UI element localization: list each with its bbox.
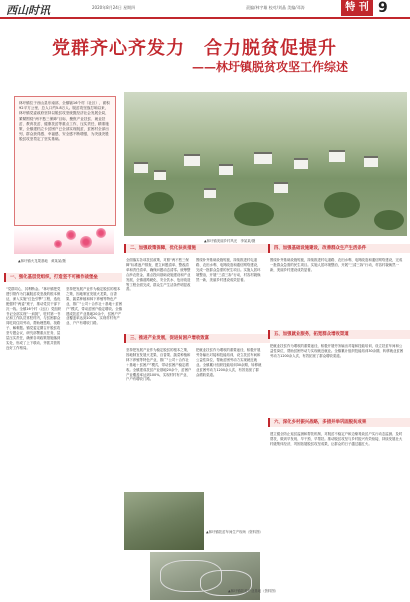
tree-shape [234,202,274,226]
section-4-body: 围绕补齐基础设施短板，持续推进村屯道路、农田水利、电网改造和通信网络建设，完成一批群众急需的民生项目。实施人居环境整治，开展“三清三拆”行动，村容村貌焕然一新，美丽乡村建设成效显著。 [270,258,403,272]
special-issue-banner: 特 刊 [341,0,373,16]
tree-shape [144,192,174,214]
house-shape [204,188,216,198]
newspaper-logo: 西山时讯 [6,4,50,17]
industry-photo-caption: ▲林圩镇扶贫产业基地（资料图） [228,589,279,593]
village-landscape-photo [124,92,407,236]
section-3-body-col1: 坚持把发展产业作为稳定脱贫的根本之策，因地制宜发展火龙果、百香果、蔬菜种植和林下养殖等特色产业，推广“公司＋合作社＋基地＋贫困户”模式，带动贫困户稳定增收。全镇建成扶贫产业基地20余个，贫困户产业覆盖率达到100%，实现村村有产业、户户有增收门路。 [126,348,192,382]
house-shape [254,152,272,164]
flower-bloom [96,228,106,238]
house-shape [329,150,345,162]
editor-credits: 责编/林宇雄 校对/刘晶 美编/邓涛 [246,5,305,10]
workshop-photo-caption: ▲林圩镇扶贫车间生产现场（资料图） [206,530,263,534]
section-2-heading: 二、加强政策保障，优化扶贫措施 [124,244,270,253]
tree-shape [374,210,404,230]
section-6-body: 建立健全防止返贫监测和帮扶机制，对脱贫不稳定户和边缘易致贫户实行动态监测、及时帮扶，做到早发现、早干预、早帮扶。推动脱贫攻坚与乡村振兴有效衔接，持续发展壮大村级集体经济，巩固拓展脱贫攻坚成果，让群众的日子越过越红火。 [270,432,403,446]
house-shape [364,156,378,167]
house-shape [219,164,233,175]
house-shape [184,154,200,166]
issue-date: 2020年8月24日 星期四 [92,5,136,10]
page-number: 9 [378,0,388,16]
section-2-body-col1: 全面落实各项扶贫政策，对照“两不愁三保障”标准逐户排查，建立问题清单、整改清单和责任清单，确保问题动态清零。统筹整合涉农资金，重点投向基础设施建设和产业发展，全镇道路硬化、安全饮水、危房改造等工程全面完成，群众生产生活条件明显改善。 [126,258,191,292]
house-shape [294,158,308,169]
dragon-fruit-flower-image [14,226,114,254]
village-caption: ▲林圩镇美丽乡村风光 李某某/摄 [204,239,256,243]
section-6-heading: 六、深化乡村振兴战略，多措并举巩固脱贫成果 [268,418,410,427]
section-5-heading: 五、加强就业服务，拓宽群众增收渠道 [268,330,410,339]
section-4-heading: 四、加强基础设施建设，改善群众生产生活条件 [268,244,410,253]
flower-bloom [66,230,76,240]
house-shape [134,162,148,173]
section-5-body: 把就业扶贫作为增收的重要途径，积极开展劳务输出对接和技能培训，设立扶贫车间和公益性岗位，帮助贫困劳动力实现就近就业。全镇累计组织技能培训30余期，转移就业贫困劳动力1200余人次，有效拓宽了群众增收渠道。 [270,344,404,358]
house-shape [274,182,288,193]
flower-bloom [80,236,92,248]
section-1-body-col1: “党群同心，其利断金。”林圩镇把党建引领作为打赢脱贫攻坚战的根本保证，深入实施“红色引擎”工程，选优配强村“两委”班子，推动党员干部下沉一线。全镇16个村（社区）党组织书记全部实现“一肩挑”，驻村第一书记和工作队员常驻村内，与贫困群众同吃同住同劳动，帮助理思路、找路子、解难题。镇党委定期召开脱贫攻坚专题会议，研究部署重点任务，层层压实责任，确保各项政策措施落到实处，形成了上下联动、齐抓共管的良好工作格局。 [6,287,62,350]
header-divider [0,17,410,19]
section-1-body-col2: 坚持把发展产业作为稳定脱贫的根本之策，因地制宜发展火龙果、百香果、蔬菜种植和林下养殖等特色产业，推广“公司＋合作社＋基地＋贫困户”模式，带动贫困户稳定增收。全镇建成扶贫产业基地20余个，贫困户产业覆盖率达到100%，实现村村有产业、户户有增收门路。 [66,287,122,326]
intro-box [14,96,116,226]
headline: 党群齐心齐发力 合力脱贫促提升 [52,38,337,59]
tree-shape [324,192,360,218]
house-shape [154,170,166,180]
subheadline: ——林圩镇脱贫攻坚工作综述 [192,60,349,74]
flower-caption: ▲林圩镇火龙果基地 黄某某/摄 [18,259,66,263]
section-3-heading: 三、推进产业发展，促进贫困户增收致富 [124,334,270,343]
flower-bloom [54,240,62,248]
section-1-heading: 一、强化基层党组织，打造坚不可摧作战堡垒 [4,273,122,282]
intro-text: 林圩镇位于西山县东南部，全镇辖16个村（社区），面积92平方公里，总人口约5.8万人。脱贫攻坚战打响以来，林圩镇党委政府坚持以脱贫攻坚统揽经济社会发展全局，紧紧围绕“两不愁三保障”目标，聚焦产业扶贫、就业扶贫、教育扶贫、健康扶贫等重点工作，压实责任，精准施策，全镇建档立卡贫困户已全部实现脱贫，贫困村全部出列，群众获得感、幸福感、安全感不断增强，为决战决胜脱贫攻坚奠定了坚实基础。 [19,101,110,142]
section-3-body-col2: 把就业扶贫作为增收的重要途径，积极开展劳务输出对接和技能培训，设立扶贫车间和公益性岗位，帮助贫困劳动力实现就近就业。全镇累计组织技能培训30余期，转移就业贫困劳动力1200余人次，有效拓宽了群众增收渠道。 [196,348,262,377]
poverty-workshop-photo [124,492,204,550]
section-2-body-col2: 围绕补齐基础设施短板，持续推进村屯道路、农田水利、电网改造和通信网络建设，完成一批群众急需的民生项目。实施人居环境整治，开展“三清三拆”行动，村容村貌焕然一新，美丽乡村建设成效显著。 [196,258,261,282]
